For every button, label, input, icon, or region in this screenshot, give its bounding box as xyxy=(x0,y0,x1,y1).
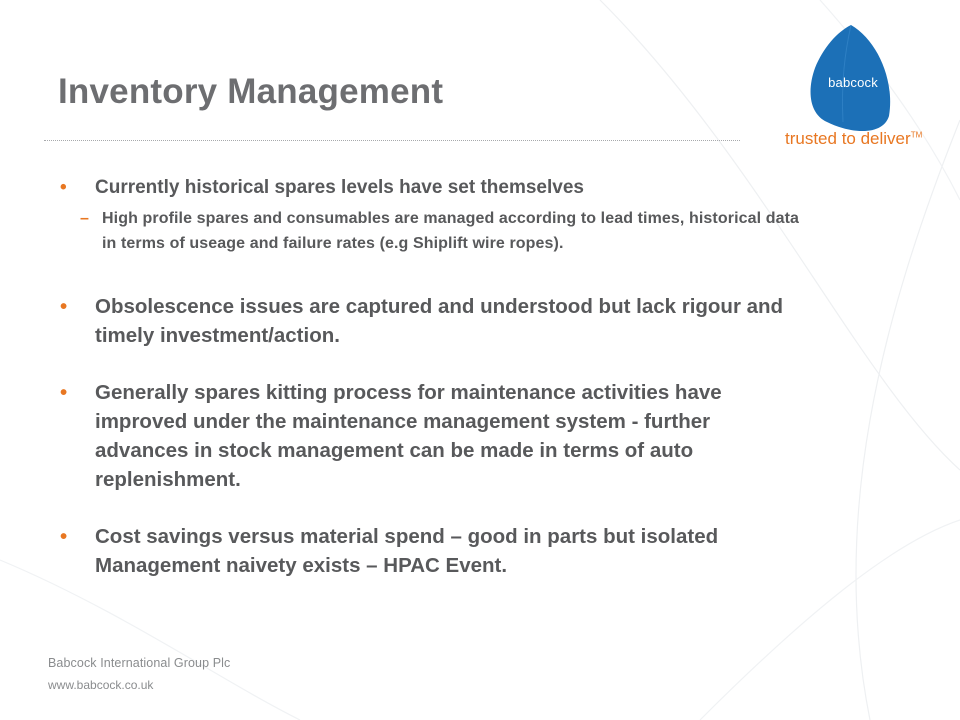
tagline-text: trusted to deliver xyxy=(785,129,911,148)
bullet-marker: • xyxy=(60,177,67,198)
babcock-logo xyxy=(805,22,895,140)
slide-title: Inventory Management xyxy=(58,72,444,111)
bullet-text: Obsolescence issues are captured and understood but lack rigour and timely investment/action. xyxy=(95,295,784,347)
footer-url: www.babcock.co.uk xyxy=(48,678,154,692)
sub-bullet-text: High profile spares and consumables are managed according to lead times, historical data in terms of useage and failure rates (e.g Shiplift wire ropes). xyxy=(102,210,799,252)
logo-wordmark: babcock xyxy=(828,75,878,90)
bullet-marker: • xyxy=(60,381,68,404)
sub-bullet-marker: – xyxy=(80,210,89,227)
bullet-marker: • xyxy=(60,295,68,318)
bullet-text: Generally spares kitting process for maintenance activities have improved under the maintenance management system - further advances in stock management can be made in terms of auto replenishment. xyxy=(95,381,722,491)
trademark-mark: TM xyxy=(910,130,923,140)
bullet-text: Currently historical spares levels have set themselves xyxy=(95,177,584,198)
bullet-item xyxy=(60,292,800,350)
bullet-marker: • xyxy=(60,525,68,548)
title-divider xyxy=(44,140,740,141)
footer-company-name: Babcock International Group Plc xyxy=(48,656,231,670)
bullet-text: Cost savings versus material spend – good in parts but isolated Management naivety exists – HPAC Event. xyxy=(95,525,719,577)
bullet-item xyxy=(60,378,800,494)
bullet-list xyxy=(60,176,800,580)
bullet-item xyxy=(60,176,800,200)
bullet-item xyxy=(60,522,800,580)
logo-tagline xyxy=(785,129,922,149)
sub-bullet-item xyxy=(60,206,800,256)
